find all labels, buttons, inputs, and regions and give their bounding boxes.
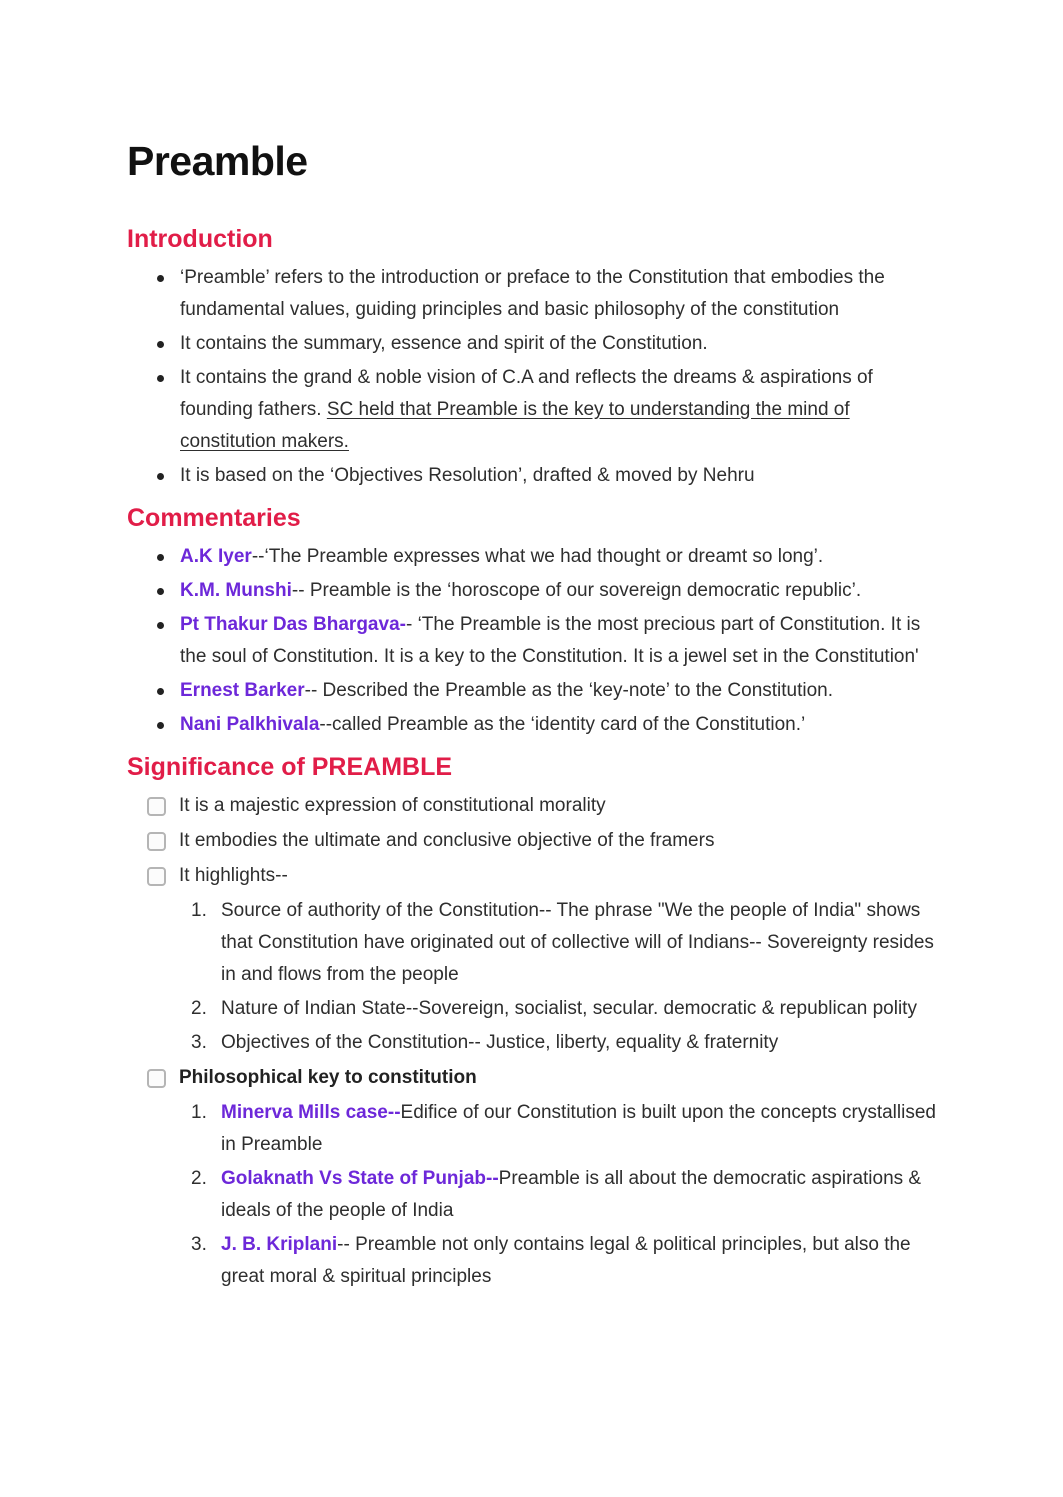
numbered-text	[221, 1027, 778, 1059]
commentator-name: A.K Iyer	[180, 546, 252, 567]
numbered-text	[221, 895, 945, 991]
text-run: -- Described the Preamble as the ‘key-note’ to the Constitution.	[304, 680, 834, 701]
checklist-item	[127, 860, 945, 892]
section-heading-significance: Significance of PREAMBLE	[127, 753, 453, 781]
bullet-item	[127, 609, 945, 673]
bullet-text	[180, 460, 755, 492]
text-run: Nature of Indian State--Sovereign, socialist, secular. democratic & republican polity	[221, 998, 917, 1019]
text-run: It is based on the ‘Objectives Resolution’, drafted & moved by Nehru	[180, 465, 755, 486]
bullet-item	[127, 709, 945, 741]
bullet-icon	[157, 622, 164, 629]
numbered-item	[191, 1097, 945, 1161]
significance-list	[127, 790, 945, 1293]
bullet-item	[127, 460, 945, 492]
bullet-text	[180, 675, 833, 707]
numbered-item	[191, 1229, 945, 1293]
bullet-item	[127, 575, 945, 607]
text-run: It contains the summary, essence and spirit of the Constitution.	[180, 333, 708, 354]
text-run: It contains the grand & noble vision of C.A and reflects the dreams & aspirations of founding fathers.	[180, 367, 873, 420]
bullet-text	[180, 362, 945, 458]
text-run: - ‘The Preamble is the most precious part of Constitution. It is the soul of Constitution. It is a key to the Constitution. It is a jewel set in the Constitution'	[180, 614, 921, 667]
bullet-item	[127, 362, 945, 458]
bullet-item	[127, 328, 945, 360]
numbered-text	[221, 1163, 945, 1227]
bullet-text	[180, 709, 805, 741]
checklist-text	[179, 825, 714, 857]
checkbox-icon[interactable]	[147, 797, 166, 816]
bullet-icon	[157, 341, 164, 348]
bullet-icon	[157, 722, 164, 729]
checklist-item	[127, 1062, 945, 1094]
list-number: 2.	[191, 998, 207, 1019]
numbered-item	[191, 1163, 945, 1227]
bullet-text	[180, 575, 861, 607]
checklist-item	[127, 790, 945, 822]
section-heading-commentaries: Commentaries	[127, 504, 301, 532]
checkbox-icon[interactable]	[147, 1069, 166, 1088]
bullet-text	[180, 262, 945, 326]
bullet-item	[127, 262, 945, 326]
text-run: ‘Preamble’ refers to the introduction or preface to the Constitution that embodies the fundamental values, guiding principles and basic philosophy of the constitution	[180, 267, 885, 320]
checklist-item	[127, 825, 945, 857]
commentator-name: K.M. Munshi	[180, 580, 292, 601]
introduction-list	[127, 262, 945, 492]
list-number: 3.	[191, 1234, 207, 1255]
section-heading-introduction: Introduction	[127, 225, 273, 253]
text-run: Edifice of our Constitution is built upon the concepts crystallised in Preamble	[221, 1102, 936, 1155]
text-run: Objectives of the Constitution-- Justice, liberty, equality & fraternity	[221, 1032, 779, 1053]
list-number: 1.	[191, 900, 207, 921]
commentator-name: Pt Thakur Das Bhargava-	[180, 614, 406, 635]
numbered-item	[191, 1027, 945, 1059]
bullet-item	[127, 675, 945, 707]
bullet-icon	[157, 688, 164, 695]
numbered-text	[221, 1097, 945, 1161]
bullet-text	[180, 541, 823, 573]
list-number: 3.	[191, 1032, 207, 1053]
bullet-icon	[157, 473, 164, 480]
checklist-text	[179, 790, 606, 822]
checkbox-icon[interactable]	[147, 867, 166, 886]
checklist-text	[179, 1062, 477, 1094]
bullet-icon	[157, 275, 164, 282]
list-number: 1.	[191, 1102, 207, 1123]
page-title: Preamble	[127, 138, 308, 184]
text-run: Philosophical key to constitution	[179, 1067, 477, 1088]
list-number: 2.	[191, 1168, 207, 1189]
numbered-text	[221, 993, 917, 1025]
commentator-name: Nani Palkhivala	[180, 714, 320, 735]
text-run: It is a majestic expression of constitutional morality	[179, 795, 606, 816]
numbered-text	[221, 1229, 945, 1293]
text-run: -- Preamble not only contains legal & political principles, but also the great moral & spiritual principles	[221, 1234, 911, 1287]
case-name: Golaknath Vs State of Punjab--	[221, 1168, 499, 1189]
case-name: Minerva Mills case--	[221, 1102, 401, 1123]
text-run: It embodies the ultimate and conclusive objective of the framers	[179, 830, 715, 851]
bullet-icon	[157, 554, 164, 561]
text-run: It highlights--	[179, 865, 288, 886]
bullet-icon	[157, 588, 164, 595]
underlined-text-run: SC held that Preamble is the key to understanding the mind of constitution makers.	[180, 399, 850, 452]
bullet-text	[180, 609, 945, 673]
text-run: Source of authority of the Constitution-- The phrase "We the people of India" shows that Constitution have originated out of collective will of Indians-- Sovereignty resides in and flows from the people	[221, 900, 934, 985]
bullet-text	[180, 328, 708, 360]
text-run: Preamble is all about the democratic aspirations & ideals of the people of India	[221, 1168, 922, 1221]
text-run: --‘The Preamble expresses what we had thought or dreamt so long’.	[251, 546, 824, 567]
text-run: -- Preamble is the ‘horoscope of our sovereign democratic republic’.	[291, 580, 862, 601]
case-name: J. B. Kriplani	[221, 1234, 338, 1255]
checklist-text	[179, 860, 288, 892]
commentaries-list	[127, 541, 945, 741]
bullet-icon	[157, 375, 164, 382]
text-run: --called Preamble as the ‘identity card of the Constitution.’	[319, 714, 806, 735]
bullet-item	[127, 541, 945, 573]
commentator-name: Ernest Barker	[180, 680, 305, 701]
numbered-item	[191, 993, 945, 1025]
numbered-item	[191, 895, 945, 991]
checkbox-icon[interactable]	[147, 832, 166, 851]
